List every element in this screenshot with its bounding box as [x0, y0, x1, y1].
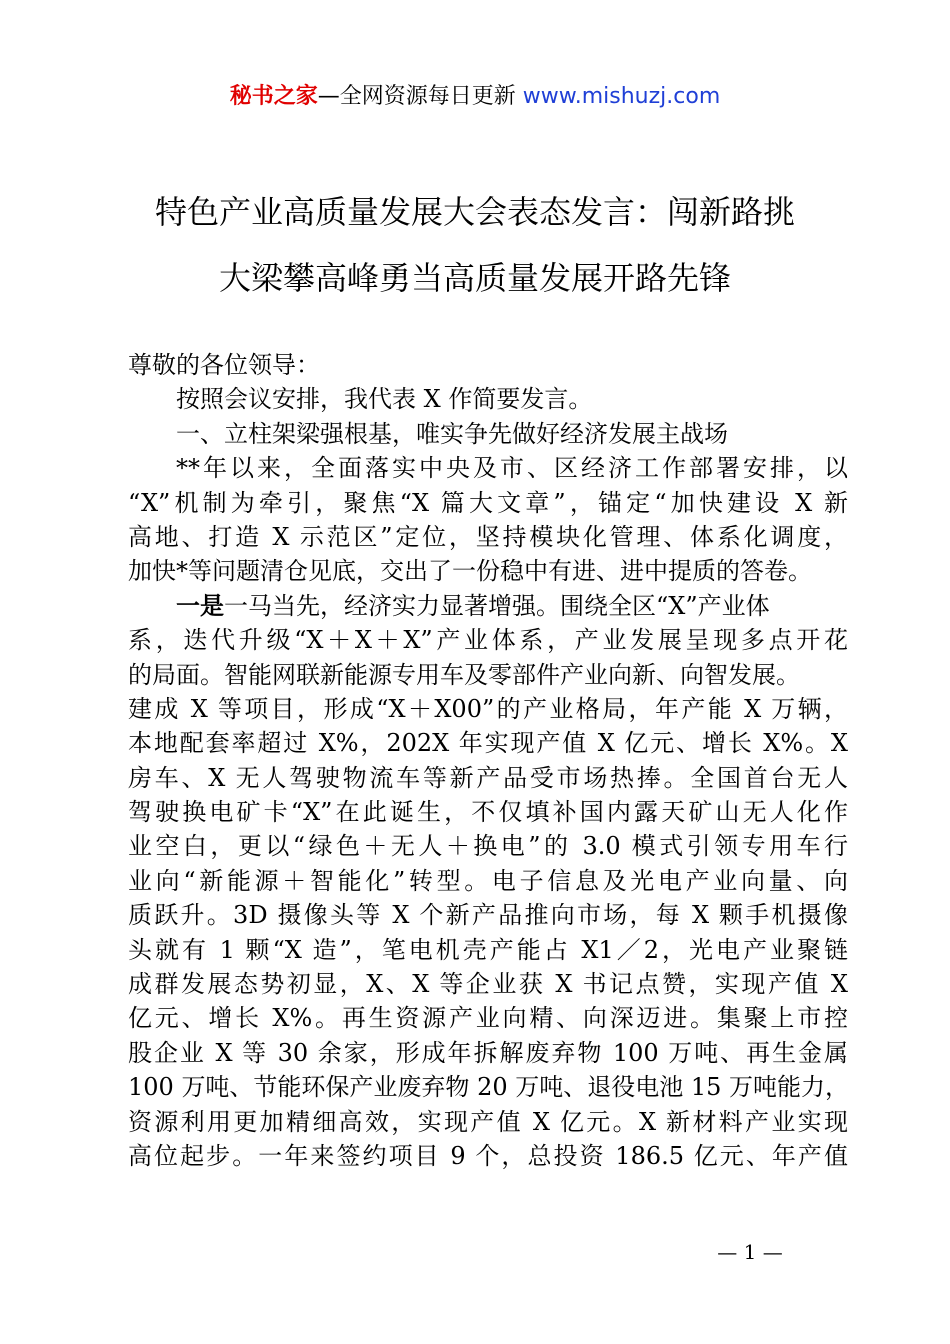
paragraph-lead-text: 一马当先，经济实力显著增强。围绕全区“X”产业体: [224, 591, 770, 620]
intro-paragraph: 按照会议安排，我代表 X 作简要发言。: [176, 385, 593, 414]
site-header: [0, 82, 950, 112]
paragraph-line: 驾驶换电矿卡“X”在此诞生，不仅填补国内露天矿山无人化作: [128, 798, 848, 827]
site-brand[interactable]: 秘书之家: [229, 84, 318, 109]
paragraph-line: 房车、X 无人驾驶物流车等新产品受市场热捧。全国首台无人: [128, 763, 848, 792]
document-title-line-2: 大梁攀高峰勇当高质量发展开路先锋: [218, 259, 731, 297]
paragraph-line: 的局面。智能网联新能源专用车及零部件产业向新、向智发展。: [128, 660, 800, 689]
paragraph-line: 100 万吨、节能环保产业废弃物 20 万吨、退役电池 15 万吨能力，: [128, 1073, 850, 1102]
paragraph-line: 本地配套率超过 X%，202X 年实现产值 X 亿元、增长 X%。X: [128, 729, 848, 758]
paragraph-line: 头就有 1 颗“X 造”，笔电机壳产能占 X1／2，光电产业聚链: [128, 935, 848, 964]
paragraph-line: 高地、打造 X 示范区”定位，坚持模块化管理、体系化调度，: [128, 522, 848, 551]
section-heading: 一、立柱架梁强根基，唯实争先做好经济发展主战场: [176, 419, 728, 448]
paragraph-line: 加快*等问题清仓见底，交出了一份稳中有进、进中提质的答卷。: [128, 557, 812, 586]
paragraph-line: “X”机制为牵引，聚焦“X 篇大文章”，锚定“加快建设 X 新: [128, 488, 848, 517]
paragraph-line: 业空白，更以“绿色＋无人＋换电”的 3.0 模式引领专用车行: [128, 832, 848, 861]
paragraph-line: 系，迭代升级“X＋X＋X”产业体系，产业发展呈现多点开花: [128, 626, 848, 655]
document-title-line-1: 特色产业高质量发展大会表态发言：闯新路挑: [154, 193, 795, 231]
paragraph-lead-bold: 一是: [176, 590, 224, 620]
greeting: 尊敬的各位领导：: [128, 351, 320, 379]
site-tagline: —全网资源每日更新: [317, 84, 523, 109]
paragraph-line: 质跃升。3D 摄像头等 X 个新产品推向市场，每 X 颗手机摄像: [128, 901, 848, 930]
page-number: — 1 —: [717, 1240, 783, 1264]
paragraph-line: 成群发展态势初显，X、X 等企业获 X 书记点赞，实现产值 X: [128, 970, 848, 999]
document-body: [128, 348, 848, 1173]
site-url-link[interactable]: www.mishuzj.com: [522, 84, 721, 109]
paragraph-line: 股企业 X 等 30 余家，形成年拆解废弃物 100 万吨、再生金属: [128, 1038, 848, 1067]
paragraph-line: 高位起步。一年来签约项目 9 个，总投资 186.5 亿元、年产值: [128, 1141, 848, 1170]
paragraph-line: 业向“新能源＋智能化”转型。电子信息及光电产业向量、向: [128, 866, 848, 895]
paragraph-line: 建成 X 等项目，形成“X＋X00”的产业格局，年产能 X 万辆，: [128, 694, 848, 723]
paragraph-line: 亿元、增长 X%。再生资源产业向精、向深迈进。集聚上市控: [128, 1004, 848, 1033]
paragraph-lead-line: [128, 589, 848, 623]
paragraph-line: **年以来，全面落实中央及市、区经济工作部署安排，以: [176, 454, 848, 483]
paragraph-line: 资源利用更加精细高效，实现产值 X 亿元。X 新材料产业实现: [128, 1107, 848, 1136]
